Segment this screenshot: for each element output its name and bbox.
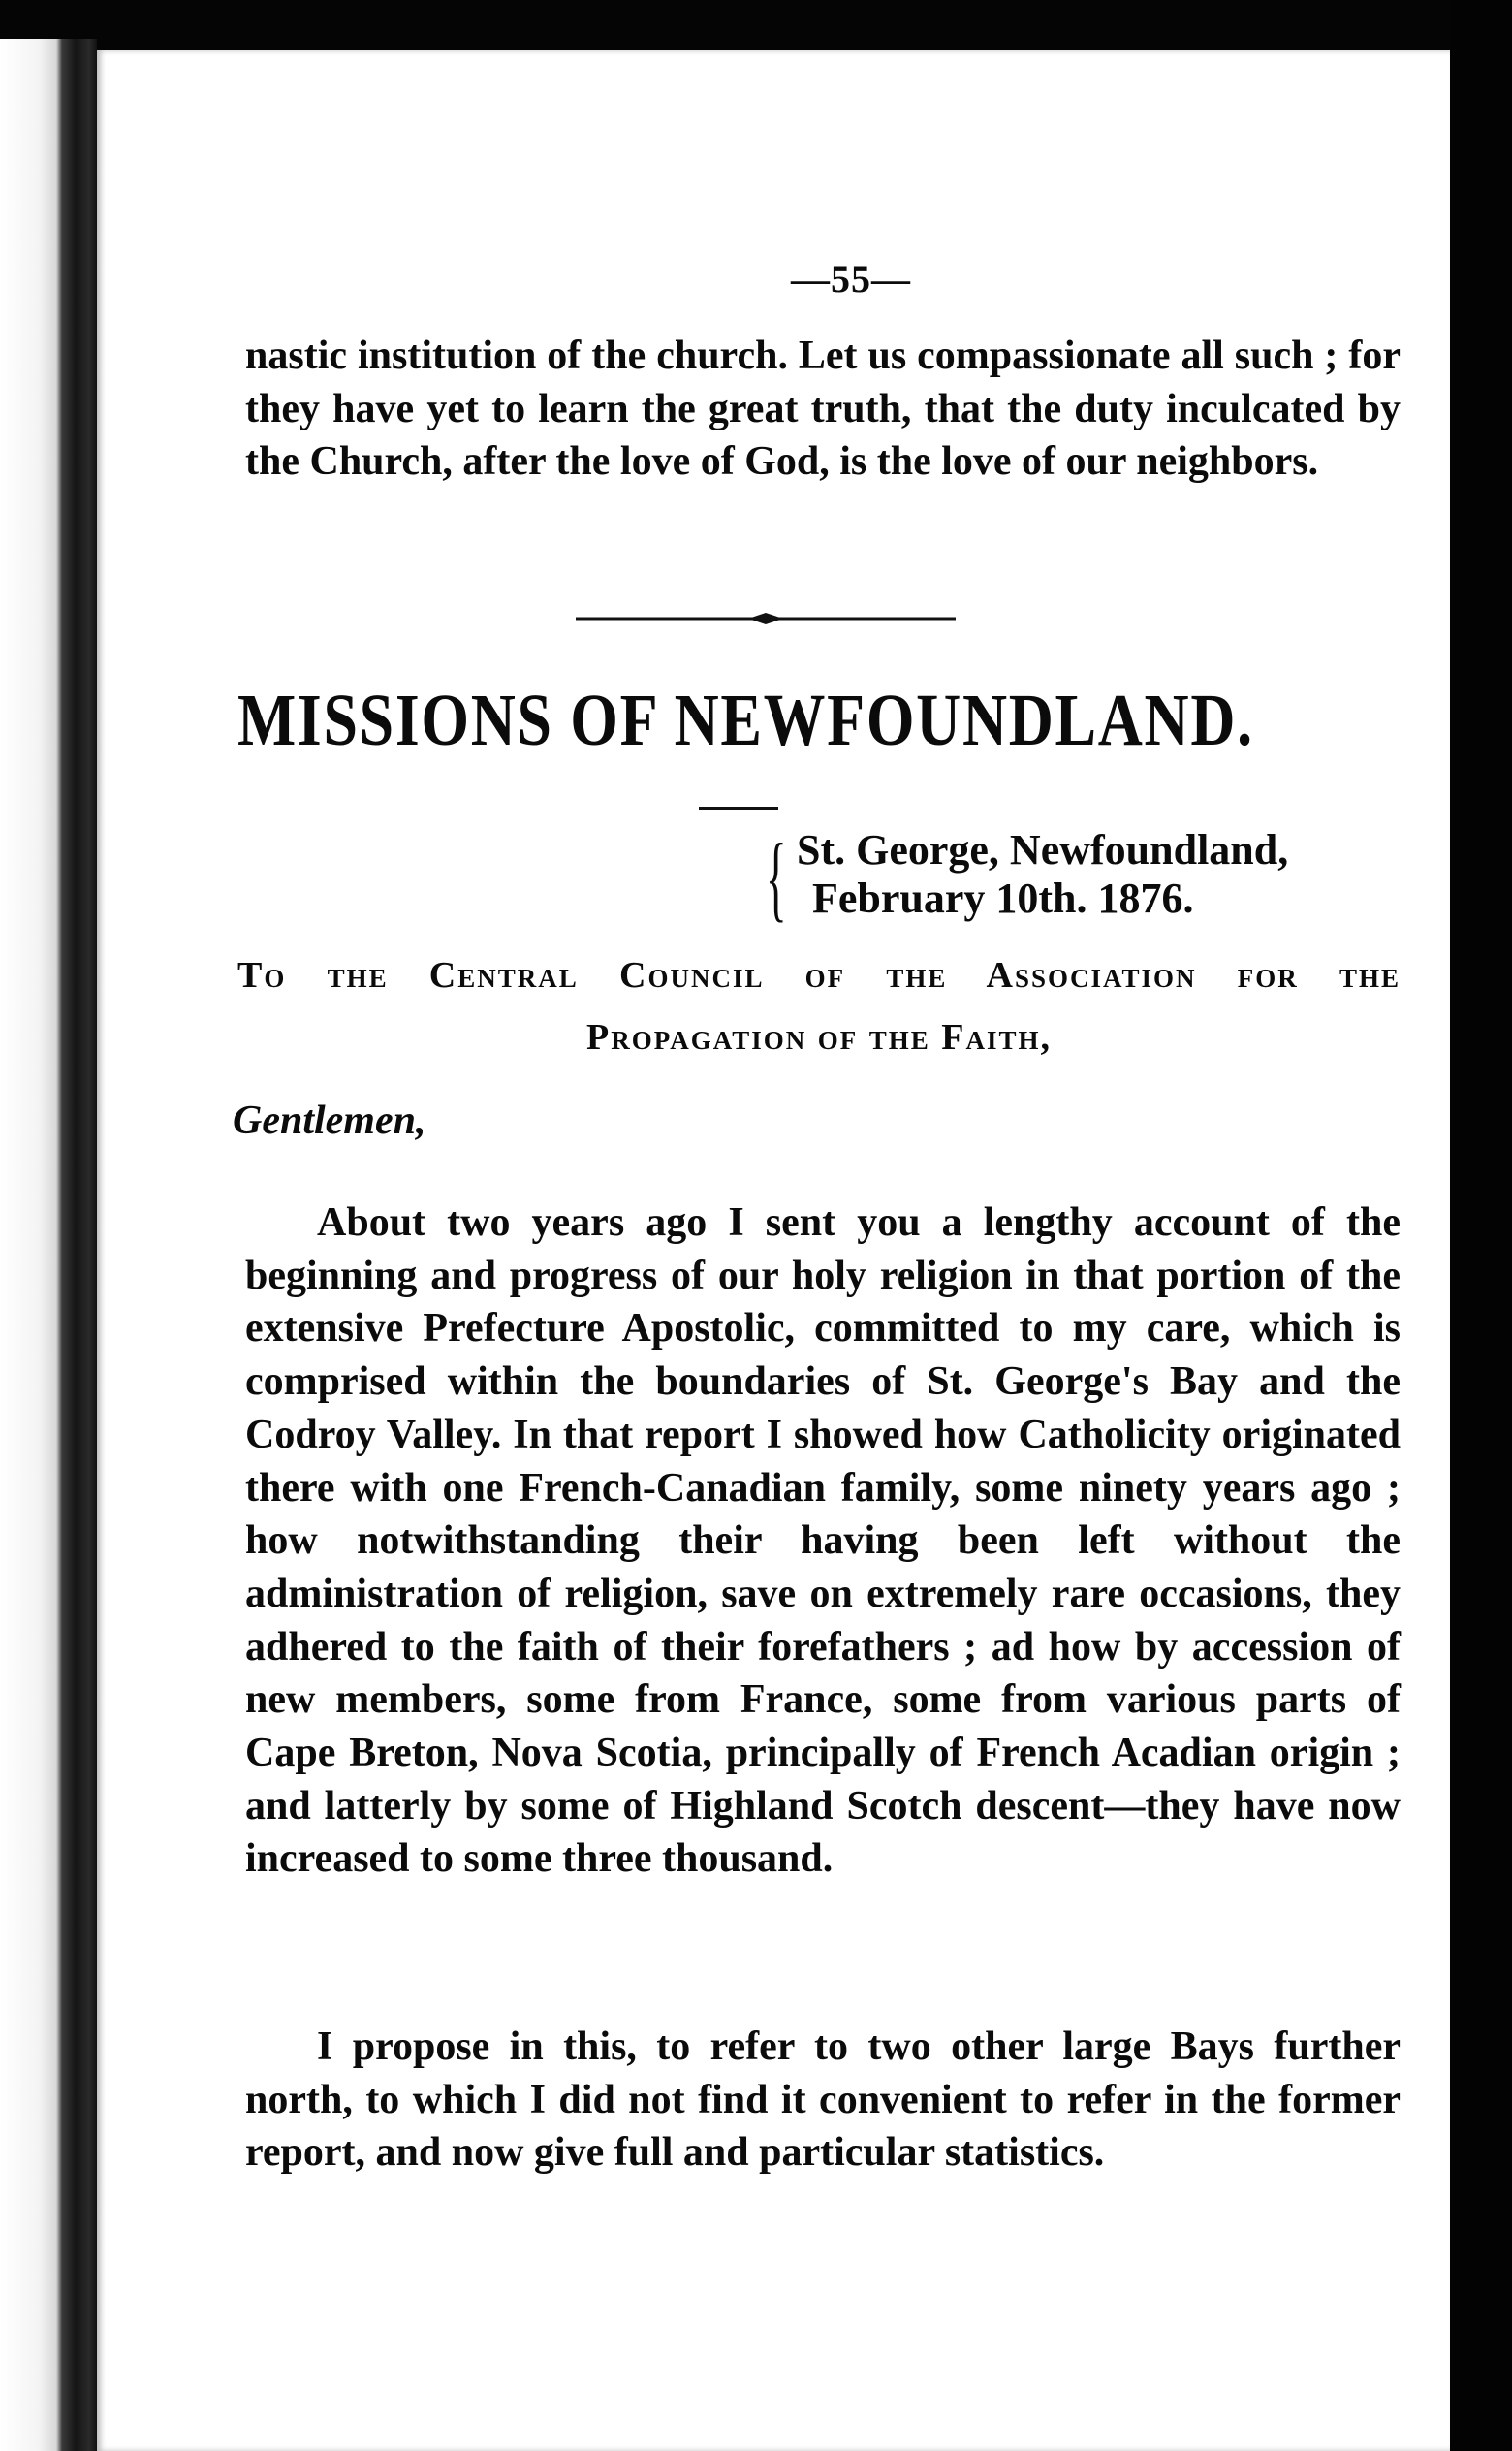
body-paragraph-1: About two years ago I sent you a lengthy account of the beginning and progress of our holy religion in that portion of the extensive Prefecture Apostolic, committed to my care, which is comprised within the boundaries of St. George's Bay and the Codroy Valley. In that report I showed how Catholicity originated there with one French-Canadian family, some ninety years ago ; how notwithstanding their having been left without the administration of religion, save on extremely rare occasions, they adhered to the faith of their forefathers ; ad how by accession of new members, some from France, some from various parts of Cape Breton, Nova Scotia, principally of French Acadian origin ; and latterly by some of Highland Scotch descent—they have now increased to some three thousand. bbox=[245, 1200, 1401, 1882]
dateline bbox=[766, 823, 1405, 933]
book-gutter bbox=[0, 39, 97, 2451]
brace-glyph: { bbox=[766, 823, 787, 931]
address-line-1: To the Central Council of the Association for the bbox=[237, 955, 1401, 996]
heading-underline bbox=[699, 807, 778, 810]
section-divider-ornament bbox=[576, 609, 956, 628]
page-number: —55— bbox=[791, 257, 911, 301]
dateline-place: St. George, Newfoundland, bbox=[797, 826, 1289, 874]
salutation: Gentlemen, bbox=[233, 1098, 426, 1143]
book-page bbox=[97, 50, 1450, 2451]
body-paragraph-2: I propose in this, to refer to two other large Bays further north, to which I did not find it convenient to refer in the former report, and now give full and particular statistics. bbox=[245, 2024, 1401, 2176]
address-block bbox=[237, 944, 1401, 1068]
dateline-date: February 10th. 1876. bbox=[812, 875, 1194, 922]
section-heading: MISSIONS OF NEWFOUNDLAND. bbox=[237, 680, 1254, 761]
address-line-2: Propagation of the Faith, bbox=[586, 1017, 1052, 1058]
continuation-paragraph: nastic institution of the church. Let us compassionate all such ; for they have yet to learn the great truth, that the duty inculcated by the Church, after the love of God, is the love of our neighbors. bbox=[245, 334, 1401, 484]
scan-border-right bbox=[1450, 0, 1512, 2451]
